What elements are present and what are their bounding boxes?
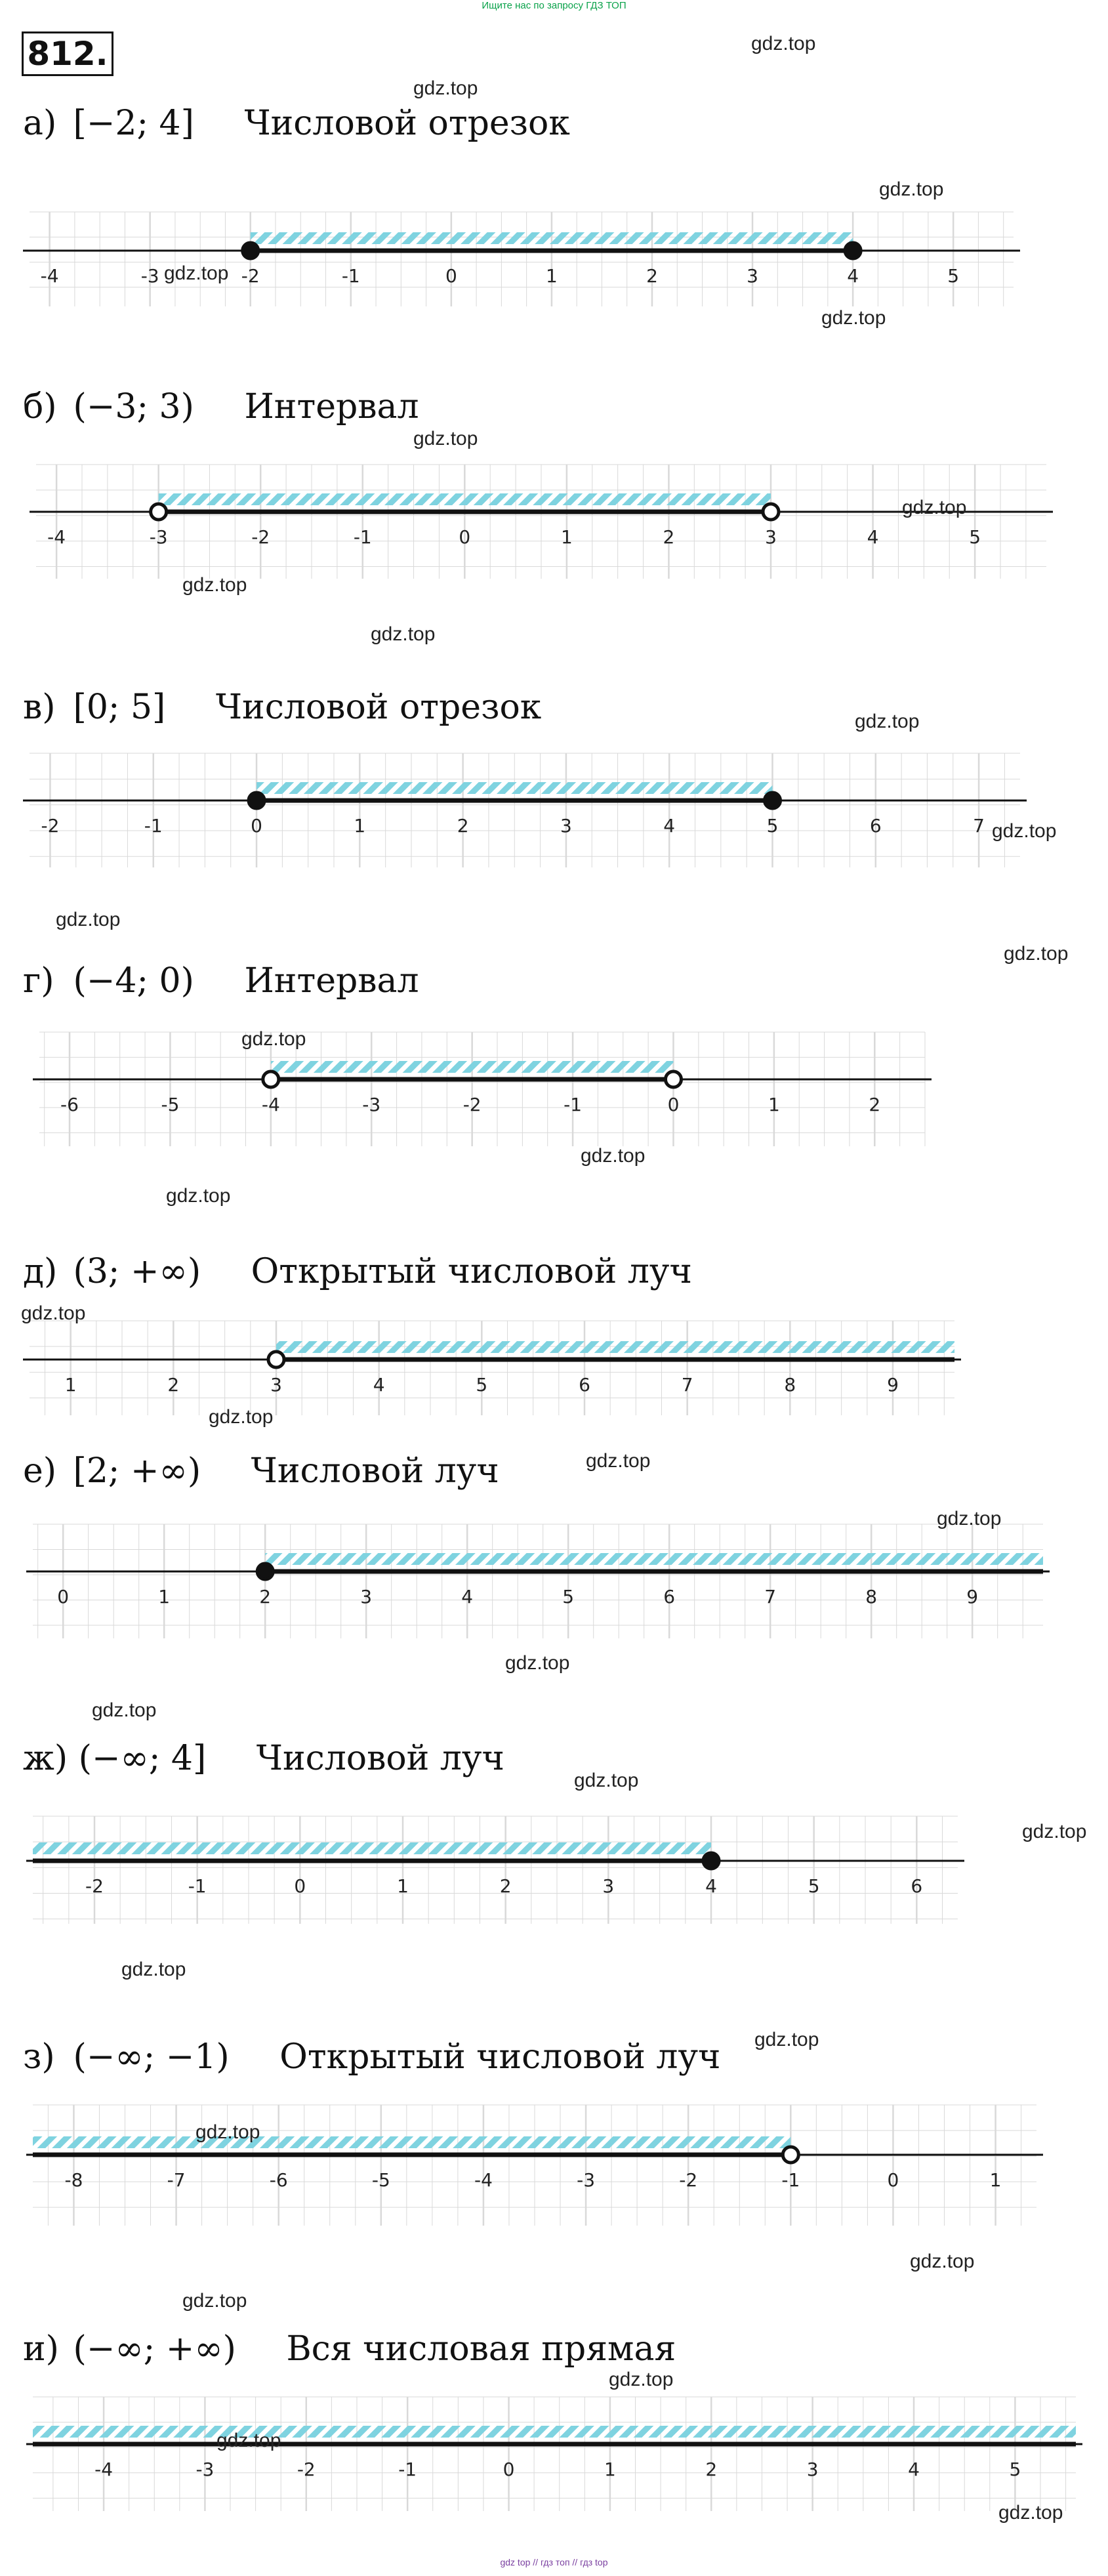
- watermark: gdz.top: [195, 2121, 260, 2143]
- tick-label: -2: [462, 1094, 482, 1115]
- tick-label: 5: [969, 526, 981, 548]
- grid: [33, 2105, 1036, 2226]
- problem-description: Числовой отрезок: [215, 688, 542, 727]
- number-line-v: [23, 748, 1027, 873]
- tick-label: 0: [459, 526, 471, 548]
- tick-label: 3: [270, 1374, 282, 1396]
- problem-zh-label: [23, 1739, 504, 1778]
- problem-description: Интервал: [244, 387, 419, 426]
- problem-letter: б): [23, 387, 57, 426]
- tick-label: 2: [663, 526, 675, 548]
- tick-label: 3: [765, 526, 777, 548]
- problem-b-label: [23, 387, 419, 426]
- tick-label: 6: [663, 1586, 676, 1608]
- tick-label: 5: [947, 265, 960, 287]
- watermark: gdz.top: [505, 1652, 570, 1674]
- number-line-d: [23, 1316, 961, 1421]
- grid: [33, 1816, 958, 1924]
- problem-d-label: [23, 1252, 692, 1291]
- problem-letter: ж): [23, 1739, 68, 1778]
- tick-label: -1: [144, 815, 163, 837]
- open-endpoint: [268, 1352, 284, 1367]
- tick-label: -2: [679, 2169, 698, 2191]
- tick-label: 7: [973, 815, 985, 837]
- tick-label: 3: [747, 265, 758, 287]
- tick-label: 0: [887, 2169, 899, 2191]
- watermark: gdz.top: [121, 1959, 186, 1980]
- problem-description: Числовой луч: [256, 1739, 504, 1778]
- tick-label: 6: [869, 815, 882, 837]
- bottom-note: gdz top // гдз топ // гдз top: [500, 2557, 608, 2567]
- tick-label: -8: [64, 2169, 83, 2191]
- interval-hatch: [251, 232, 853, 244]
- tick-label: -4: [40, 265, 59, 287]
- watermark: gdz.top: [609, 2369, 674, 2390]
- tick-label: -2: [85, 1875, 104, 1897]
- grid: [36, 465, 1046, 579]
- tick-label: 3: [360, 1586, 373, 1608]
- tick-label: 1: [989, 2169, 1002, 2191]
- tick-label: 2: [499, 1875, 512, 1897]
- tick-label: 4: [373, 1374, 385, 1396]
- problem-interval: [0; 5]: [73, 688, 166, 727]
- tick-label: -5: [161, 1094, 180, 1115]
- tick-label: -3: [140, 265, 159, 287]
- watermark: gdz.top: [1004, 943, 1069, 965]
- problem-description: Вся числовая прямая: [286, 2329, 676, 2369]
- interval-hatch: [33, 2136, 790, 2148]
- interval-hatch: [271, 1061, 674, 1073]
- tick-label: -3: [362, 1094, 381, 1115]
- interval-hatch: [265, 1553, 1043, 1565]
- tick-label: 0: [503, 2459, 515, 2480]
- watermark: gdz.top: [241, 1028, 306, 1050]
- problem-description: Интервал: [244, 961, 419, 1001]
- tick-label: 1: [560, 526, 573, 548]
- tick-label: -4: [94, 2459, 113, 2480]
- tick-label: -1: [564, 1094, 583, 1115]
- problem-description: Числовой луч: [251, 1451, 499, 1491]
- problem-interval: (−∞; 4]: [78, 1739, 207, 1778]
- tick-label: 4: [847, 265, 859, 287]
- watermark: gdz.top: [574, 1770, 639, 1791]
- problem-g-label: [23, 961, 419, 1001]
- tick-label: 0: [294, 1875, 306, 1897]
- watermark: gdz.top: [413, 77, 478, 99]
- tick-label: -1: [781, 2169, 800, 2191]
- tick-label: 4: [908, 2459, 920, 2480]
- tick-label: -2: [241, 265, 260, 287]
- watermark: gdz.top: [879, 178, 944, 200]
- tick-label: -2: [41, 815, 60, 837]
- tick-label: -1: [188, 1875, 207, 1897]
- tick-label: -4: [261, 1094, 280, 1115]
- grid: [33, 2397, 1076, 2511]
- tick-label: -1: [353, 526, 372, 548]
- tick-label: 4: [867, 526, 879, 548]
- interval-hatch: [159, 493, 771, 505]
- tick-label: 4: [705, 1875, 717, 1897]
- problem-letter: и): [23, 2329, 59, 2369]
- problem-letter: е): [23, 1451, 57, 1491]
- problem-z-label: [23, 2037, 720, 2077]
- tick-label: -3: [149, 526, 168, 548]
- tick-label: 0: [445, 265, 457, 287]
- watermark: gdz.top: [992, 820, 1057, 842]
- tick-label: 1: [768, 1094, 780, 1115]
- problem-interval: (−∞; +∞): [73, 2329, 236, 2369]
- problem-letter: д): [23, 1252, 58, 1291]
- problem-interval: [2; +∞): [73, 1451, 201, 1491]
- tick-label: -6: [60, 1094, 79, 1115]
- tick-label: -3: [577, 2169, 596, 2191]
- watermark: gdz.top: [910, 2251, 975, 2272]
- watermark: gdz.top: [751, 33, 816, 54]
- watermark: gdz.top: [998, 2502, 1063, 2524]
- open-endpoint: [151, 504, 167, 520]
- problem-e-label: [23, 1451, 499, 1491]
- open-endpoint: [665, 1071, 681, 1087]
- problem-v-label: [23, 688, 541, 727]
- problem-letter: в): [23, 688, 56, 727]
- tick-label: -2: [251, 526, 270, 548]
- watermark: gdz.top: [209, 1406, 274, 1428]
- watermark: gdz.top: [166, 1185, 231, 1207]
- tick-label: 5: [1009, 2459, 1021, 2480]
- open-endpoint: [763, 504, 779, 520]
- grid: [30, 212, 1014, 306]
- tick-label: 8: [784, 1374, 796, 1396]
- number-line-z: [26, 2100, 1043, 2231]
- watermark: gdz.top: [182, 2290, 247, 2312]
- tick-label: 1: [604, 2459, 616, 2480]
- tick-label: 4: [461, 1586, 474, 1608]
- tick-label: 3: [806, 2459, 819, 2480]
- tick-label: -4: [474, 2169, 493, 2191]
- interval-hatch: [33, 2426, 1076, 2438]
- watermark: gdz.top: [902, 497, 967, 518]
- watermark: gdz.top: [164, 262, 229, 284]
- problem-interval: (−4; 0): [73, 961, 194, 1001]
- problem-description: Открытый числовой луч: [279, 2037, 721, 2077]
- tick-label: -3: [195, 2459, 215, 2480]
- open-endpoint: [263, 1071, 279, 1087]
- number-line-i: [26, 2392, 1082, 2516]
- watermark: gdz.top: [182, 574, 247, 596]
- tick-label: 1: [64, 1374, 77, 1396]
- watermark: gdz.top: [56, 909, 121, 930]
- tick-label: 5: [766, 815, 779, 837]
- tick-label: 5: [808, 1875, 820, 1897]
- open-endpoint: [783, 2147, 798, 2163]
- interval-hatch: [256, 782, 772, 794]
- watermark: gdz.top: [216, 2430, 281, 2451]
- tick-label: 5: [562, 1586, 575, 1608]
- tick-label: 2: [167, 1374, 180, 1396]
- tick-label: -6: [269, 2169, 288, 2191]
- number-line-b: [30, 459, 1053, 584]
- tick-label: 2: [646, 265, 658, 287]
- watermark: gdz.top: [937, 1508, 1002, 1529]
- tick-label: -4: [47, 526, 66, 548]
- tick-label: 3: [602, 1875, 615, 1897]
- tick-label: 7: [764, 1586, 777, 1608]
- problem-letter: з): [23, 2037, 55, 2077]
- grid: [30, 1321, 954, 1415]
- problem-description: Открытый числовой луч: [251, 1252, 692, 1291]
- grid: [30, 753, 1020, 867]
- watermark: gdz.top: [821, 307, 886, 329]
- tick-label: 7: [681, 1374, 693, 1396]
- watermark: gdz.top: [371, 623, 436, 645]
- tick-label: 1: [354, 815, 366, 837]
- tick-label: 9: [887, 1374, 899, 1396]
- tick-label: 1: [158, 1586, 171, 1608]
- watermark: gdz.top: [21, 1302, 86, 1324]
- closed-endpoint: [243, 243, 258, 259]
- watermark: gdz.top: [855, 711, 920, 732]
- closed-endpoint: [845, 243, 861, 259]
- closed-endpoint: [703, 1853, 719, 1869]
- problem-letter: г): [23, 961, 54, 1001]
- tick-label: 6: [911, 1875, 923, 1897]
- watermark: gdz.top: [586, 1450, 651, 1472]
- tick-label: 6: [579, 1374, 590, 1396]
- tick-label: -1: [398, 2459, 417, 2480]
- tick-label: 0: [57, 1586, 70, 1608]
- grid: [39, 1032, 925, 1146]
- task-number: 812.: [22, 31, 113, 76]
- problem-interval: (3; +∞): [73, 1252, 201, 1291]
- interval-hatch: [276, 1341, 954, 1353]
- number-line-g: [33, 1027, 932, 1152]
- tick-label: -7: [167, 2169, 186, 2191]
- problem-a-label: [23, 104, 570, 143]
- interval-hatch: [33, 1842, 711, 1854]
- tick-label: 1: [546, 265, 558, 287]
- watermark: gdz.top: [413, 428, 478, 449]
- watermark: gdz.top: [754, 2029, 819, 2050]
- problem-description: Числовой отрезок: [244, 104, 570, 143]
- tick-label: 1: [397, 1875, 409, 1897]
- tick-label: 8: [865, 1586, 878, 1608]
- tick-label: 0: [667, 1094, 680, 1115]
- watermark: gdz.top: [1022, 1821, 1087, 1842]
- watermark: gdz.top: [581, 1145, 646, 1167]
- tick-label: 9: [966, 1586, 979, 1608]
- problem-interval: (−∞; −1): [73, 2037, 230, 2077]
- tick-label: 0: [251, 815, 262, 837]
- closed-endpoint: [765, 793, 781, 808]
- tick-label: 2: [457, 815, 469, 837]
- number-line-a: [23, 207, 1020, 312]
- tick-label: 2: [259, 1586, 272, 1608]
- tick-label: -1: [341, 265, 360, 287]
- number-line-e: [26, 1519, 1050, 1644]
- tick-label: 2: [705, 2459, 718, 2480]
- watermark: gdz.top: [92, 1699, 157, 1721]
- number-line-zh: [26, 1811, 964, 1929]
- problem-interval: [−2; 4]: [73, 104, 194, 143]
- tick-label: -2: [297, 2459, 316, 2480]
- closed-endpoint: [249, 793, 264, 808]
- tick-label: 3: [560, 815, 572, 837]
- top-note: Ищите нас по запросу ГДЗ ТОП: [482, 0, 626, 11]
- tick-label: 5: [476, 1374, 488, 1396]
- problem-interval: (−3; 3): [73, 387, 194, 426]
- tick-label: 4: [663, 815, 676, 837]
- problem-i-label: [23, 2329, 676, 2369]
- problem-letter: а): [23, 104, 57, 143]
- tick-label: -5: [371, 2169, 390, 2191]
- tick-label: 2: [869, 1094, 881, 1115]
- closed-endpoint: [257, 1564, 273, 1579]
- grid: [33, 1524, 1043, 1638]
